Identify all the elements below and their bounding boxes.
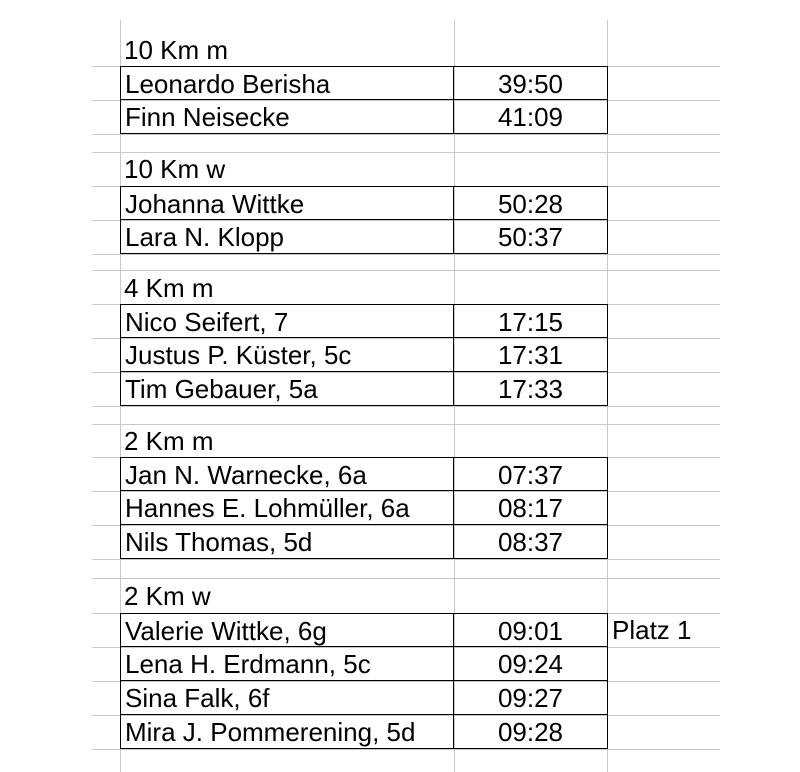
result-row [120,715,608,749]
time-cell[interactable] [454,304,608,338]
grid-row-line [92,424,720,425]
result-row [120,491,608,525]
grid-row-line [92,406,720,407]
run-time: 17:15 [497,307,564,337]
section-title: 2 Km m [124,426,214,456]
runner-name: Justus P. Küster, 5c [125,340,352,370]
place-note: Platz 1 [612,615,692,645]
grid-row-line [92,270,720,271]
section-title: 4 Km m [124,273,214,303]
runner-name: Leonardo Berisha [125,69,331,99]
result-row [120,220,608,254]
result-row [120,100,608,134]
runner-name: Lena H. Erdmann, 5c [125,649,371,679]
time-cell[interactable] [454,100,608,134]
name-cell[interactable] [120,681,454,715]
runner-name: Hannes E. Lohmüller, 6a [125,493,410,523]
time-cell[interactable] [454,681,608,715]
time-cell[interactable] [454,613,608,647]
time-cell[interactable] [454,715,608,749]
result-row [120,66,608,100]
name-cell[interactable] [120,338,454,372]
result-row [120,681,608,715]
result-row [120,613,692,647]
name-cell[interactable] [120,304,454,338]
run-time: 41:09 [497,102,564,132]
runner-name: Finn Neisecke [125,102,290,132]
result-row [120,525,608,559]
grid-row-line [92,152,720,153]
run-time: 09:01 [497,616,564,646]
name-cell[interactable] [120,715,454,749]
grid-row-line [92,578,720,579]
result-row [120,338,608,372]
time-cell[interactable] [454,338,608,372]
result-row [120,304,608,338]
name-cell[interactable] [120,613,454,647]
runner-name: Sina Falk, 6f [125,683,270,713]
name-cell[interactable] [120,647,454,681]
run-time: 39:50 [497,69,564,99]
run-time: 08:37 [497,527,564,557]
run-time: 50:37 [497,222,564,252]
section-title: 10 Km m [124,35,229,65]
name-cell[interactable] [120,100,454,134]
runner-name: Johanna Wittke [125,189,305,219]
grid-row-line [92,254,720,255]
time-cell[interactable] [454,491,608,525]
time-cell[interactable] [454,457,608,491]
grid-row-line [92,749,720,750]
result-row [120,372,608,406]
time-cell[interactable] [454,186,608,220]
time-cell[interactable] [454,220,608,254]
run-time: 09:27 [497,683,564,713]
run-time: 07:37 [497,460,564,490]
run-time: 09:28 [497,717,564,747]
name-cell[interactable] [120,525,454,559]
time-cell[interactable] [454,647,608,681]
runner-name: Tim Gebauer, 5a [125,374,318,404]
result-row [120,457,608,491]
runner-name: Nils Thomas, 5d [125,527,313,557]
time-cell[interactable] [454,525,608,559]
time-cell[interactable] [454,372,608,406]
section-title: 10 Km w [124,154,226,184]
runner-name: Nico Seifert, 7 [125,307,289,337]
run-time: 50:28 [497,189,564,219]
result-row [120,647,608,681]
runner-name: Jan N. Warnecke, 6a [125,460,367,490]
name-cell[interactable] [120,186,454,220]
name-cell[interactable] [120,372,454,406]
grid-row-line [92,134,720,135]
name-cell[interactable] [120,66,454,100]
run-time: 08:17 [497,493,564,523]
run-time: 09:24 [497,649,564,679]
section-title: 2 Km w [124,581,211,611]
run-time: 17:31 [497,340,564,370]
name-cell[interactable] [120,220,454,254]
time-cell[interactable] [454,66,608,100]
runner-name: Lara N. Klopp [125,222,284,252]
grid-row-line [92,559,720,560]
runner-name: Valerie Wittke, 6g [125,616,327,646]
name-cell[interactable] [120,457,454,491]
result-row [120,186,608,220]
run-time: 17:33 [497,374,564,404]
runner-name: Mira J. Pommerening, 5d [125,717,416,747]
name-cell[interactable] [120,491,454,525]
